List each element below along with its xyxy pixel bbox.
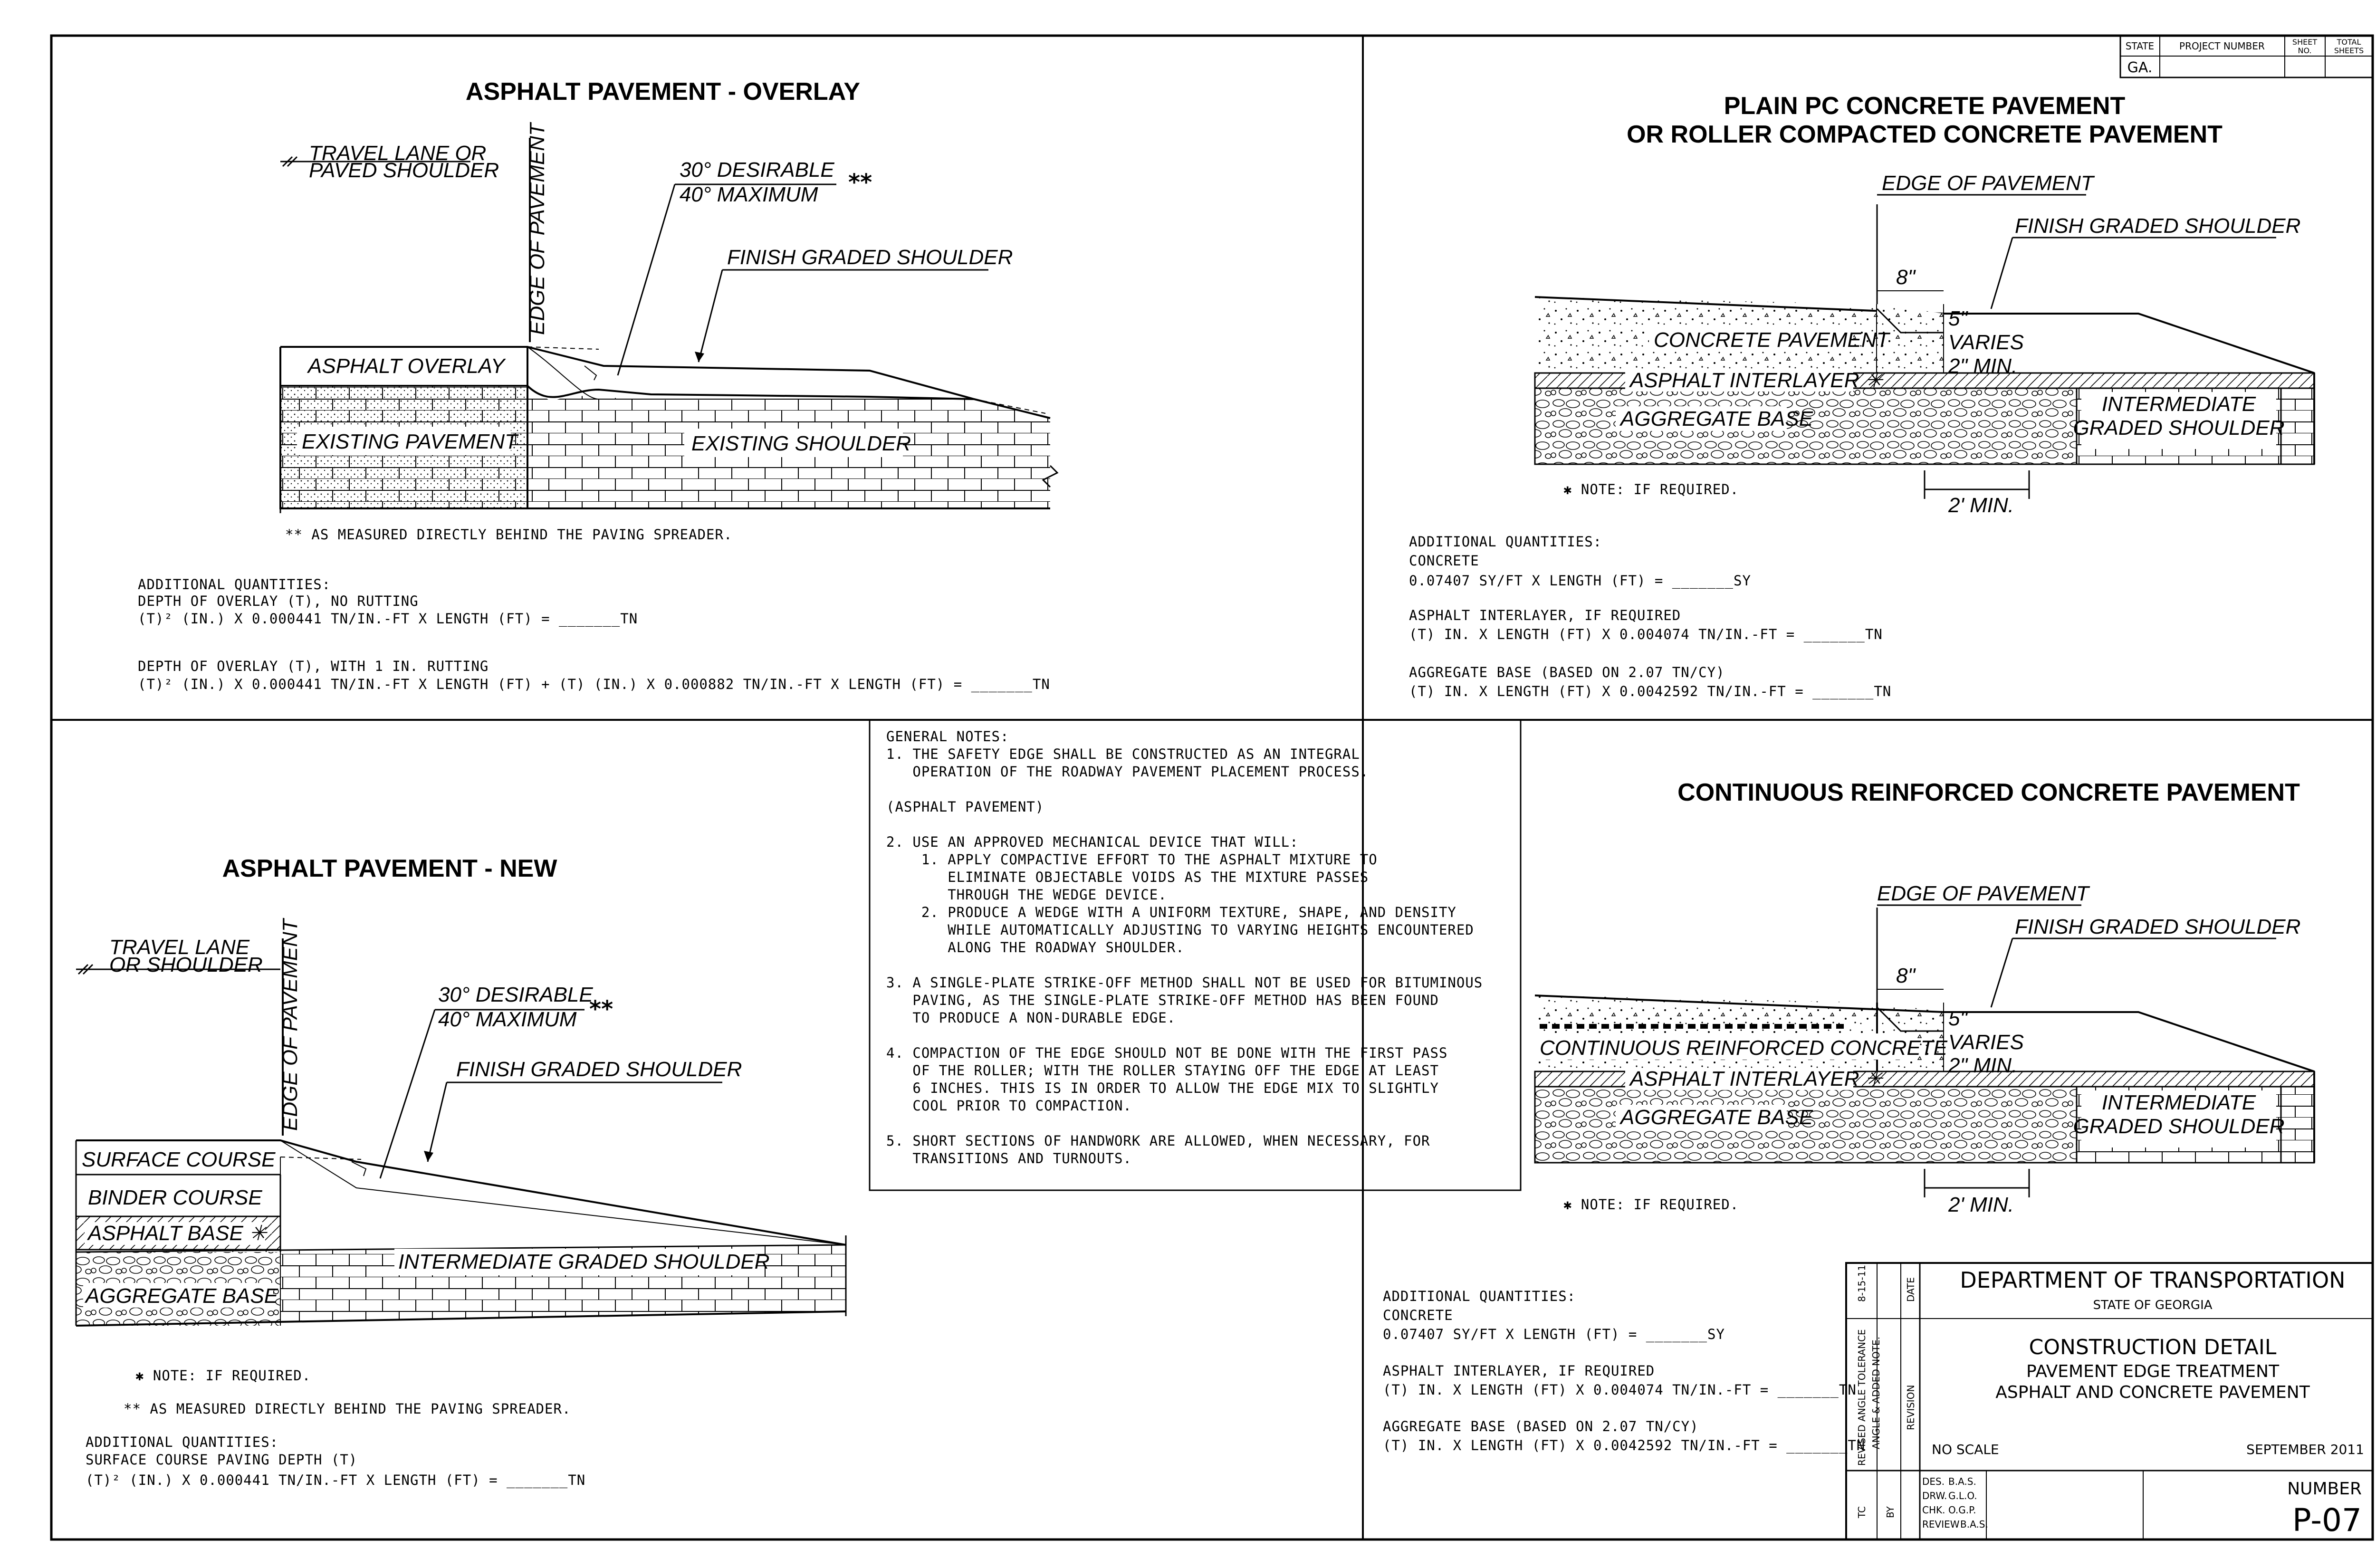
new-surface-course: SURFACE COURSE xyxy=(82,1148,276,1171)
tb-state: STATE OF GEORGIA xyxy=(2093,1298,2213,1312)
plain-concrete-detail xyxy=(1409,92,2314,700)
general-note-line: COOL PRIOR TO COMPACTION. xyxy=(886,1098,1132,1114)
tb-department: DEPARTMENT OF TRANSPORTATION xyxy=(1960,1267,2346,1293)
tb-revision-label: REVISION xyxy=(1905,1385,1916,1430)
tb-subtitle-2: ASPHALT AND CONCRETE PAVEMENT xyxy=(1995,1383,2310,1402)
tb-chk-label: CHK. xyxy=(1922,1504,1945,1516)
tb-drw-label: DRW. xyxy=(1922,1490,1947,1501)
crcp-2in-min: 2" MIN. xyxy=(1948,1054,2018,1077)
crcp-2ft-min: 2' MIN. xyxy=(1948,1193,2014,1216)
plain-finish-graded-shoulder: FINISH GRADED SHOULDER xyxy=(2015,214,2301,238)
crcp-asphalt-interlayer: ASPHALT INTERLAYER ✳ xyxy=(1630,1067,1883,1090)
project-number-label: PROJECT NUMBER xyxy=(2179,40,2265,52)
general-note-line: 1. APPLY COMPACTIVE EFFORT TO THE ASPHALT MIXTURE TO xyxy=(886,851,1378,868)
overlay-qty-3: DEPTH OF OVERLAY (T), WITH 1 IN. RUTTING xyxy=(138,658,489,674)
overlay-finish-graded-shoulder: FINISH GRADED SHOULDER xyxy=(727,246,1013,269)
tb-number: P-07 xyxy=(2292,1502,2362,1539)
general-note-line: 5. SHORT SECTIONS OF HANDWORK ARE ALLOWED, WHEN NECESSARY, FOR xyxy=(886,1133,1430,1149)
crcp-varies: VARIES xyxy=(1948,1031,2024,1054)
new-aggregate-base: AGGREGATE BASE xyxy=(86,1284,278,1308)
crcp-continuous-reinforced-concrete: CONTINUOUS REINFORCED CONCRETE xyxy=(1540,1036,1948,1060)
crcp-finish-graded-shoulder: FINISH GRADED SHOULDER xyxy=(2015,915,2301,938)
tb-construction-detail: CONSTRUCTION DETAIL xyxy=(2029,1335,2277,1359)
plain-asphalt-interlayer: ASPHALT INTERLAYER ✳ xyxy=(1630,369,1883,392)
general-note-line: TRANSITIONS AND TURNOUTS. xyxy=(886,1150,1132,1166)
new-asphalt-detail xyxy=(76,855,846,1489)
plain-qty-4: (T) IN. X LENGTH (FT) X 0.004074 TN/IN.-FT = _______TN xyxy=(1409,626,1883,642)
crcp-8in: 8" xyxy=(1896,964,1916,987)
overlay-paved-shoulder: PAVED SHOULDER xyxy=(309,159,499,182)
general-note-line: THROUGH THE WEDGE DEVICE. xyxy=(886,887,1167,903)
general-note-line: OPERATION OF THE ROADWAY PAVEMENT PLACEMENT PROCESS. xyxy=(886,764,1369,780)
tb-review-label: REVIEW xyxy=(1922,1519,1960,1530)
general-note-line: OF THE ROLLER; WITH THE ROLLER STAYING OFF THE EDGE AT LEAST xyxy=(886,1062,1439,1079)
new-qty-0: ADDITIONAL QUANTITIES: xyxy=(86,1434,279,1450)
crcp-intermediate: INTERMEDIATE xyxy=(2101,1091,2256,1114)
new-qty-2: (T)² (IN.) X 0.000441 TN/IN.-FT X LENGTH (FT) = _______TN xyxy=(86,1472,586,1488)
total-label: TOTAL xyxy=(2337,38,2361,47)
general-note-line: 4. COMPACTION OF THE EDGE SHOULD NOT BE DONE WITH THE FIRST PASS xyxy=(886,1045,1448,1061)
tb-des-value: B.A.S. xyxy=(1948,1476,1976,1487)
crcp-qty-5: AGGREGATE BASE (BASED ON 2.07 TN/CY) xyxy=(1383,1418,1699,1434)
plain-edge-of-pavement: EDGE OF PAVEMENT xyxy=(1882,172,2094,195)
plain-5in: 5" xyxy=(1948,307,1968,330)
general-note-line: 2. PRODUCE A WEDGE WITH A UNIFORM TEXTURE, SHAPE, AND DENSITY xyxy=(886,904,1456,920)
overlay-existing-pavement: EXISTING PAVEMENT xyxy=(302,430,517,453)
overlay-footnote: ** AS MEASURED DIRECTLY BEHIND THE PAVING SPREADER. xyxy=(285,526,733,543)
plain-title-line1: PLAIN PC CONCRETE PAVEMENT xyxy=(1724,92,2126,120)
general-note-line: 6 INCHES. THIS IS IN ORDER TO ALLOW THE EDGE MIX TO SLIGHTLY xyxy=(886,1080,1439,1096)
crcp-qty-2: 0.07407 SY/FT X LENGTH (FT) = _______SY xyxy=(1383,1326,1725,1342)
crcp-5in: 5" xyxy=(1948,1007,1968,1030)
general-note-line: 1. THE SAFETY EDGE SHALL BE CONSTRUCTED AS AN INTEGRAL xyxy=(886,746,1360,762)
general-note-line: PAVING, AS THE SINGLE-PLATE STRIKE-OFF METHOD HAS BEEN FOUND xyxy=(886,992,1439,1008)
general-note-line: ALONG THE ROADWAY SHOULDER. xyxy=(886,939,1185,956)
new-intermediate-graded-shoulder: INTERMEDIATE GRADED SHOULDER xyxy=(398,1250,770,1273)
tb-revision-text-2: ANGLE & ADDED NOTE. xyxy=(1870,1336,1882,1449)
plain-8in: 8" xyxy=(1896,266,1916,289)
crcp-aggregate-base: AGGREGATE BASE xyxy=(1620,1106,1813,1129)
plain-2in-min: 2" MIN. xyxy=(1948,354,2018,378)
new-40-maximum: 40° MAXIMUM xyxy=(438,1008,577,1031)
tb-revision-text-1: REVISED ANGLE TOLERANCE xyxy=(1856,1329,1868,1466)
new-30-desirable: 30° DESIRABLE xyxy=(438,983,593,1006)
overlay-edge-of-pavement: EDGE OF PAVEMENT xyxy=(526,123,549,335)
total-sheets-label: SHEETS xyxy=(2334,46,2364,55)
crcp-edge-of-pavement: EDGE OF PAVEMENT xyxy=(1877,882,2089,905)
new-binder-course: BINDER COURSE xyxy=(88,1186,262,1209)
tb-subtitle-1: PAVEMENT EDGE TREATMENT xyxy=(2026,1362,2280,1381)
tb-date: SEPTEMBER 2011 xyxy=(2246,1442,2364,1457)
plain-qty-5: AGGREGATE BASE (BASED ON 2.07 TN/CY) xyxy=(1409,664,1725,680)
plain-varies: VARIES xyxy=(1948,331,2024,354)
general-note-line: (ASPHALT PAVEMENT) xyxy=(886,799,1044,815)
plain-note: ✱ NOTE: IF REQUIRED. xyxy=(1563,481,1739,497)
new-title: ASPHALT PAVEMENT - NEW xyxy=(222,855,557,882)
plain-qty-2: 0.07407 SY/FT X LENGTH (FT) = _______SY xyxy=(1409,573,1751,589)
overlay-existing-shoulder: EXISTING SHOULDER xyxy=(691,432,911,455)
overlay-30-desirable: 30° DESIRABLE xyxy=(680,158,834,182)
state-label: STATE xyxy=(2125,40,2155,52)
state-value: GA. xyxy=(2127,59,2153,76)
plain-qty-0: ADDITIONAL QUANTITIES: xyxy=(1409,534,1602,550)
general-note-line: GENERAL NOTES: xyxy=(886,728,1009,745)
plain-concrete-pavement: CONCRETE PAVEMENT xyxy=(1654,328,1889,352)
overlay-qty-1: DEPTH OF OVERLAY (T), NO RUTTING xyxy=(138,593,419,609)
new-finish-graded-shoulder: FINISH GRADED SHOULDER xyxy=(456,1058,742,1081)
plain-qty-6: (T) IN. X LENGTH (FT) X 0.0042592 TN/IN.-FT = _______TN xyxy=(1409,683,1892,699)
tb-number-label: NUMBER xyxy=(2287,1479,2362,1499)
plain-2ft-min: 2' MIN. xyxy=(1948,494,2014,517)
crcp-qty-1: CONCRETE xyxy=(1383,1307,1453,1323)
general-note-line: 3. A SINGLE-PLATE STRIKE-OFF METHOD SHALL NOT BE USED FOR BITUMINOUS xyxy=(886,975,1483,991)
sheet-label: SHEET xyxy=(2292,38,2318,47)
new-or-shoulder: OR SHOULDER xyxy=(109,953,263,976)
new-edge-of-pavement: EDGE OF PAVEMENT xyxy=(278,919,302,1131)
sheet-no-label: NO. xyxy=(2298,46,2312,55)
tb-des-label: DES. xyxy=(1922,1476,1945,1487)
title-block xyxy=(1846,1263,2373,1539)
overlay-title: ASPHALT PAVEMENT - OVERLAY xyxy=(465,78,861,105)
new-footnote: ** AS MEASURED DIRECTLY BEHIND THE PAVING SPREADER. xyxy=(124,1401,571,1417)
general-note-line: TO PRODUCE A NON-DURABLE EDGE. xyxy=(886,1010,1176,1026)
crcp-qty-0: ADDITIONAL QUANTITIES: xyxy=(1383,1288,1576,1304)
overlay-double-star: ** xyxy=(848,169,872,196)
new-qty-1: SURFACE COURSE PAVING DEPTH (T) xyxy=(86,1452,358,1468)
overlay-qty-2: (T)² (IN.) X 0.000441 TN/IN.-FT X LENGTH (FT) = _______TN xyxy=(138,611,638,627)
crcp-qty-6: (T) IN. X LENGTH (FT) X 0.0042592 TN/IN.-FT = _______TN xyxy=(1383,1437,1866,1453)
tb-review-value: B.A.S. xyxy=(1960,1519,1988,1530)
plain-aggregate-base: AGGREGATE BASE xyxy=(1620,407,1813,430)
tb-revision-date: 8-15-11 xyxy=(1856,1264,1868,1302)
overlay-travel-lane: TRAVEL LANE OR xyxy=(309,142,487,165)
crcp-graded-shoulder: GRADED SHOULDER xyxy=(2073,1115,2285,1138)
general-note-line: WHILE AUTOMATICALLY ADJUSTING TO VARYING HEIGHTS ENCOUNTERED xyxy=(886,922,1474,938)
new-asphalt-base: ASPHALT BASE ✳ xyxy=(88,1222,267,1245)
plain-title-line2: OR ROLLER COMPACTED CONCRETE PAVEMENT xyxy=(1627,121,2223,148)
general-note-line: 2. USE AN APPROVED MECHANICAL DEVICE THAT WILL: xyxy=(886,834,1299,850)
new-note: ✱ NOTE: IF REQUIRED. xyxy=(135,1367,311,1384)
tb-date-label: DATE xyxy=(1905,1277,1916,1302)
crcp-note: ✱ NOTE: IF REQUIRED. xyxy=(1563,1196,1739,1213)
tb-drw-value: G.L.O. xyxy=(1948,1490,1977,1501)
tb-scale: NO SCALE xyxy=(1932,1442,1999,1457)
tb-tc: TC xyxy=(1856,1506,1868,1518)
overlay-detail xyxy=(138,78,1057,693)
general-note-line: ELIMINATE OBJECTABLE VOIDS AS THE MIXTURE PASSES xyxy=(886,869,1369,885)
crcp-qty-4: (T) IN. X LENGTH (FT) X 0.004074 TN/IN.-FT = _______TN xyxy=(1383,1382,1857,1398)
tb-by: BY xyxy=(1885,1506,1896,1518)
crcp-title: CONTINUOUS REINFORCED CONCRETE PAVEMENT xyxy=(1677,779,2300,806)
overlay-qty-0: ADDITIONAL QUANTITIES: xyxy=(138,576,331,593)
overlay-qty-4: (T)² (IN.) X 0.000441 TN/IN.-FT X LENGTH (FT) + (T) (IN.) X 0.000882 TN/IN.-FT X LENGTH (FT) = _______TN xyxy=(138,676,1050,692)
general-notes xyxy=(870,720,1521,1190)
new-double-star: ** xyxy=(589,996,613,1023)
plain-qty-3: ASPHALT INTERLAYER, IF REQUIRED xyxy=(1409,607,1681,623)
overlay-asphalt-overlay: ASPHALT OVERLAY xyxy=(308,354,505,378)
tb-chk-value: O.G.P. xyxy=(1948,1504,1976,1516)
project-header-block xyxy=(2120,36,2373,77)
new-travel-lane: TRAVEL LANE xyxy=(109,936,250,959)
crcp-qty-3: ASPHALT INTERLAYER, IF REQUIRED xyxy=(1383,1363,1655,1379)
plain-graded-shoulder: GRADED SHOULDER xyxy=(2073,416,2285,440)
overlay-40-maximum: 40° MAXIMUM xyxy=(680,183,818,206)
plain-qty-1: CONCRETE xyxy=(1409,553,1479,569)
plain-intermediate: INTERMEDIATE xyxy=(2101,392,2256,416)
